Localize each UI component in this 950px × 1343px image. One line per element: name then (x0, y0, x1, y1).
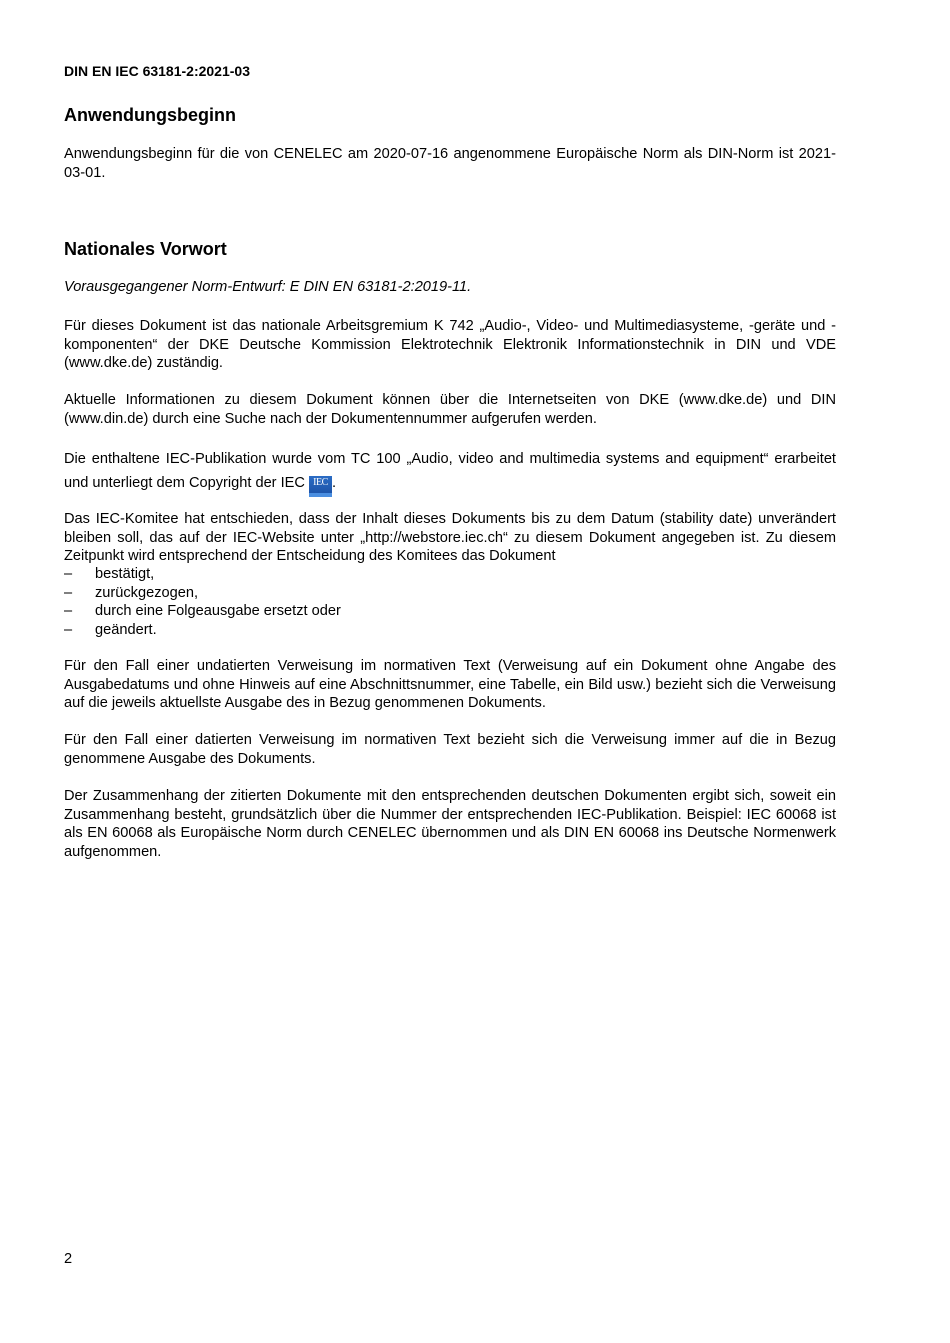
draft-note: Vorausgegangener Norm-Entwurf: E DIN EN 63181-2:2019-11. (64, 279, 472, 295)
paragraph-iec-publication (64, 447, 836, 499)
iec-logo-icon: IEC (309, 476, 332, 499)
section-title-anwendungsbeginn: Anwendungsbeginn (64, 105, 236, 125)
paragraph-committee: Für dieses Dokument ist das nationale Arbeitsgremium K 742 „Audio-, Video- und Multimediasysteme, -geräte und -komponenten“ der DKE Deutsche Kommission Elektrotechnik Elektronik Informationstechnik in DIN und VDE (www.dke.de) zuständig. (64, 318, 836, 371)
section-title-nationales-vorwort: Nationales Vorwort (64, 239, 227, 259)
paragraph-info: Aktuelle Informationen zu diesem Dokument können über die Internetseiten von DKE (www.dke.de) und DIN (www.din.de) durch eine Suche nach der Dokumentennummer aufgerufen werden. (64, 392, 836, 427)
paragraph-document-relation: Der Zusammenhang der zitierten Dokumente mit den entsprechenden deutschen Dokumenten ergibt sich, soweit ein Zusammenhang besteht, grundsätzlich über die Nummer der entsprechenden IEC-Publikation. Beispiel: IEC 60068 ist als EN 60068 als Europäische Norm durch CENELEC übernommen und als DIN EN 60068 ins Deutsche Normenwerk aufgenommen. (64, 788, 836, 860)
page-number: 2 (64, 1251, 73, 1267)
paragraph-anwendungsbeginn: Anwendungsbeginn für die von CENELEC am 2020-07-16 angenommene Europäische Norm als DIN-Norm ist 2021-03-01. (64, 146, 836, 181)
document-identifier: DIN EN IEC 63181-2:2021-03 (64, 63, 250, 79)
decision-list (64, 565, 836, 639)
list-item: – durch eine Folgeausgabe ersetzt oder (64, 603, 341, 619)
paragraph-undated-reference: Für den Fall einer undatierten Verweisung im normativen Text (Verweisung auf ein Dokument ohne Angabe des Ausgabedatums und ohne Hinweis auf eine Abschnittsnummer, eine Tabelle, ein Bild usw.) bezieht sich die Verweisung auf die jeweils aktuellste Ausgabe des in Bezug genommenen Dokuments. (64, 658, 836, 711)
list-item: – geändert. (64, 621, 157, 638)
paragraph-stability: Das IEC-Komitee hat entschieden, dass der Inhalt dieses Dokuments bis zu dem Datum (stability date) unverändert bleiben soll, das auf der IEC-Website unter „http://webstore.iec.ch“ zu diesem Dokument angegeben ist. Zu diesem Zeitpunkt wird entsprechend der Entscheidung des Komitees das Dokument (64, 511, 836, 564)
paragraph-dated-reference: Für den Fall einer datierten Verweisung im normativen Text bezieht sich die Verweisung immer auf die in Bezug genommene Ausgabe des Dokuments. (64, 732, 836, 767)
list-item: – zurückgezogen, (64, 584, 199, 601)
iec-publication-end: . (331, 475, 337, 491)
list-item: – bestätigt, (64, 566, 155, 582)
iec-publication-text: Die enthaltene IEC-Publikation wurde vom TC 100 „Audio, video and multimedia systems and equipment“ erarbeitet und unterliegt dem Copyright der IEC (64, 451, 836, 491)
